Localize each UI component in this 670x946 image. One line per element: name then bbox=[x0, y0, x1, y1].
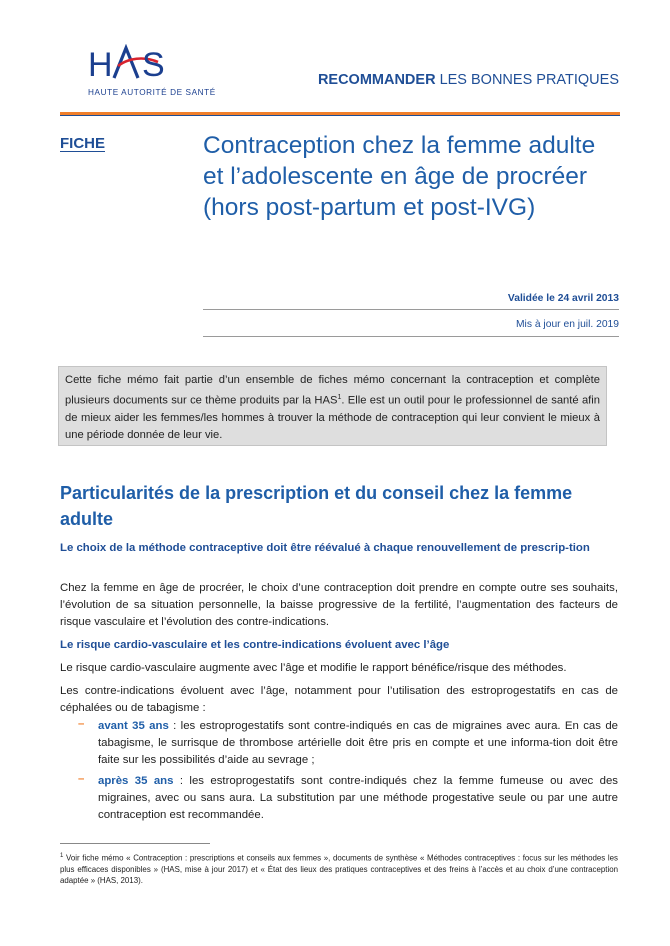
page-title: Contraception chez la femme adulte et l’adolescente en âge de procréer (hors post-partum et post-IVG) bbox=[203, 132, 596, 221]
section-heading: Particularités de la prescription et du conseil chez la femme adulte bbox=[60, 483, 573, 529]
date-divider bbox=[203, 309, 619, 310]
subheading-choice: Le choix de la méthode contraceptive doit être réévalué à chaque renouvellement de prescrip-tion bbox=[60, 542, 590, 554]
list-item bbox=[98, 718, 618, 769]
tagline-bold: RECOMMANDER bbox=[317, 72, 436, 88]
paragraph-risk: Le risque cardio-vasculaire augmente avec l’âge et modifie le rapport bénéfice/risque des méthodes. bbox=[60, 662, 567, 674]
intro-text-after: . Elle est un outil pour le professionnel de santé afin de mieux aider les femmes/les hommes à trouver la méthode de contraception qui leur convient le mieux à une période donnée de leur vie. bbox=[65, 394, 600, 441]
logo-subtitle: HAUTE AUTORITÉ DE SANTÉ bbox=[88, 88, 216, 97]
list-item-text: : les estroprogestatifs sont contre-indiqués en cas de migraines avec aura. En cas de tabagisme, le surrisque de thrombose artérielle doit être pris en compte et une informa-tion doit être faite sur les possibilités d’aide au sevrage ; bbox=[98, 720, 618, 766]
bullet-dash: – bbox=[78, 718, 85, 730]
list-item bbox=[98, 773, 618, 824]
list-item-term: avant 35 ans bbox=[98, 720, 169, 732]
tagline-rest: LES BONNES PRATIQUES bbox=[435, 72, 619, 88]
doc-type-label: FICHE bbox=[60, 135, 105, 152]
header-tagline bbox=[318, 72, 619, 88]
footnote-text: Voir fiche mémo « Contraception : prescriptions et conseils aux femmes », documents de synthèse « Méthodes contraceptives : focus sur les méthodes les plus efficaces disponibles » (HAS, mise à jour 2017) et « État des lieux des pratiques contraceptives et des freins à l’accès et au choix d’une contraception adaptée » (HAS, 2013). bbox=[60, 853, 618, 885]
footnote-ref[interactable]: 1 bbox=[337, 394, 342, 401]
list-item-text: : les estroprogestatifs sont contre-indiqués chez la femme fumeuse ou avec des migraines, avec ou sans aura. La substitution par une méthode progestative seule ou par une autre contraception est recommandée. bbox=[98, 775, 619, 821]
intro-box bbox=[58, 366, 607, 446]
footnote-divider bbox=[60, 843, 210, 844]
has-logo bbox=[88, 44, 216, 104]
logo-swoosh-icon bbox=[88, 44, 208, 88]
list-item-term: après 35 ans bbox=[98, 775, 174, 787]
intro-text-before: Cette fiche mémo fait partie d’un ensemble de fiches mémo concernant la contraception et complète plusieurs documents sur ce thème produits par la HAS bbox=[65, 374, 600, 407]
svg-text:S: S bbox=[142, 46, 165, 84]
validated-date: Validée le 24 avril 2013 bbox=[507, 293, 619, 304]
header-divider-thin bbox=[60, 115, 620, 116]
paragraph-choice: Chez la femme en âge de procréer, le choix d’une contraception doit prendre en compte outre ses souhaits, l’évolution de sa situation personnelle, la baisse progressive de la fertilité, l’augmentation des facteurs de risque vasculaire et l’évolution des contre-indications. bbox=[60, 582, 618, 628]
footnote bbox=[60, 851, 618, 886]
paragraph-contraindications: Les contre-indications évoluent avec l’âge, notamment pour l’utilisation des estroprogestatifs en cas de céphalées ou de tabagisme : bbox=[60, 685, 618, 714]
svg-text:H: H bbox=[88, 46, 113, 84]
updated-date: Mis à jour en juil. 2019 bbox=[515, 319, 619, 330]
subheading-risk: Le risque cardio-vasculaire et les contre-indications évoluent avec l’âge bbox=[60, 639, 450, 651]
footnote-number: 1 bbox=[60, 853, 64, 859]
date-divider-2 bbox=[203, 336, 619, 337]
bullet-dash: – bbox=[78, 773, 85, 785]
